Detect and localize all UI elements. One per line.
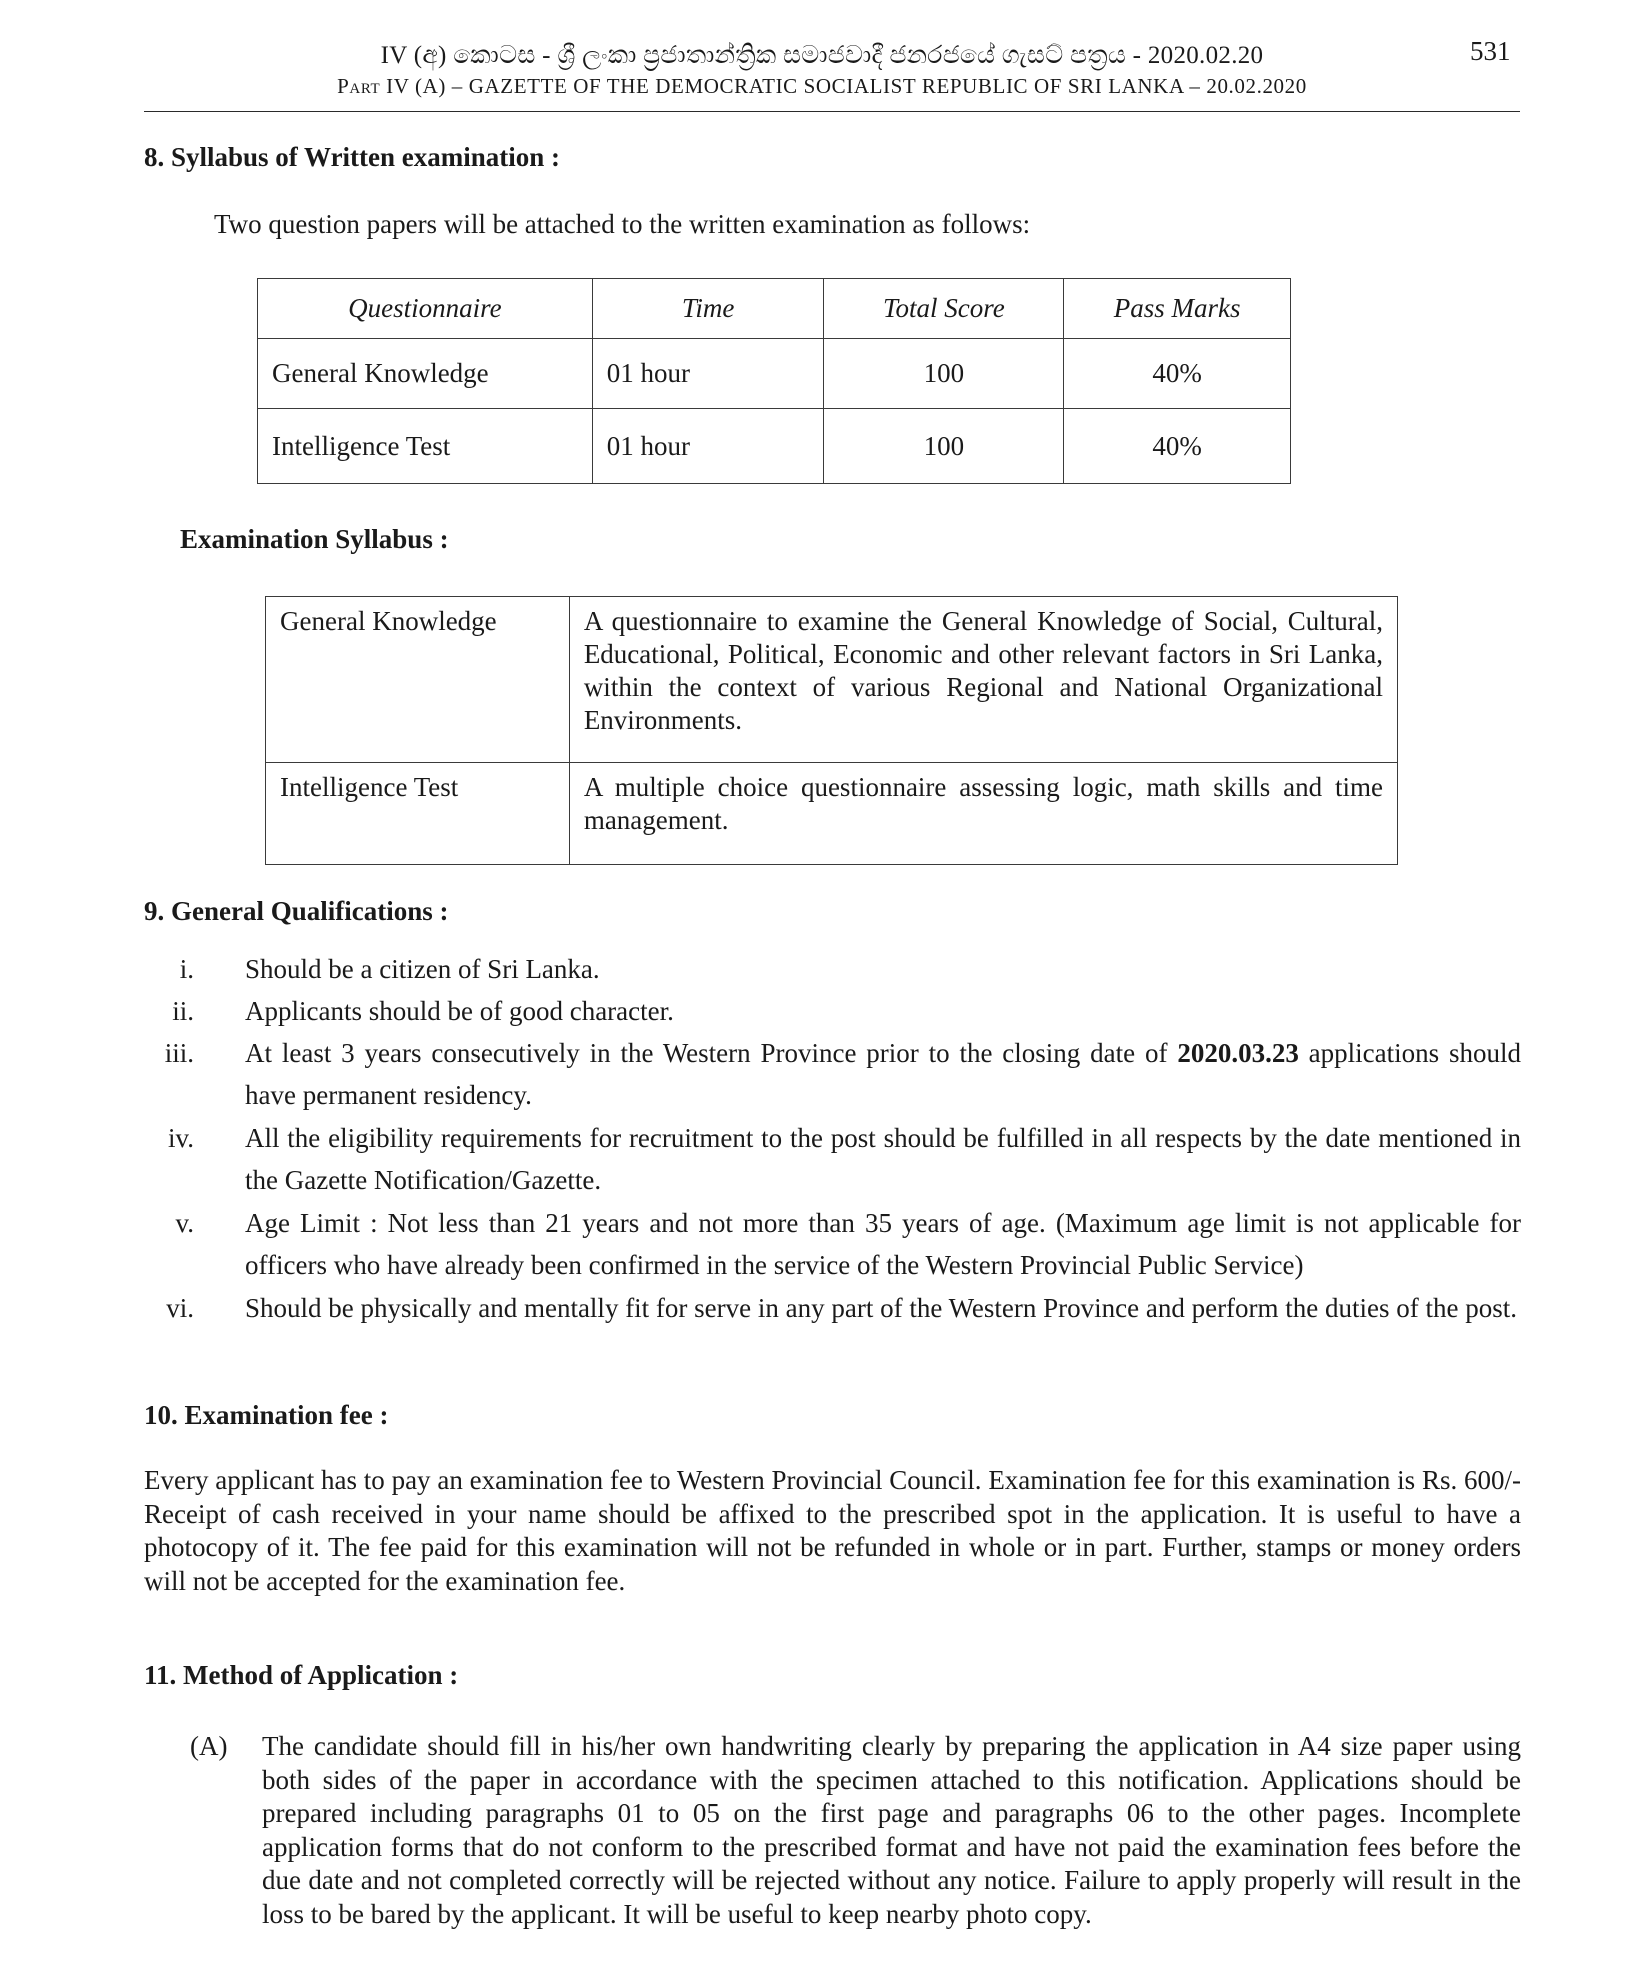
subsection-label: (A) <box>190 1731 228 1761</box>
header-part-prefix: Part <box>337 74 381 98</box>
table-row <box>266 763 1398 865</box>
syllabus-table <box>265 596 1398 865</box>
page-number: 531 <box>1470 36 1511 66</box>
syllabus-description: A questionnaire to examine the General Knowledge of Social, Cultural, Educational, Political, Economic and other relevant factors in Sri Lanka, within the context of various Regional and National Organizational Environments. <box>569 597 1397 763</box>
section-8-intro: Two question papers will be attached to the written examination as follows: <box>214 209 1031 239</box>
cell-questionnaire: General Knowledge <box>258 339 593 409</box>
list-item-number: iii. <box>164 1038 194 1068</box>
list-item-number: i. <box>179 954 194 984</box>
list-item-number: vi. <box>166 1293 194 1323</box>
header-rule <box>144 111 1520 112</box>
list-item: Should be a citizen of Sri Lanka. <box>245 954 600 984</box>
header-english <box>0 74 1644 99</box>
list-item-text: At least 3 years consecutively in the Western Province prior to the closing date of <box>245 1038 1178 1068</box>
list-item: Should be physically and mentally fit for serve in any part of the Western Province and perform the duties of the post. <box>245 1293 1518 1323</box>
syllabus-subject: Intelligence Test <box>266 763 570 865</box>
table-row <box>258 339 1291 409</box>
list-item <box>245 1032 1521 1116</box>
syllabus-subject: General Knowledge <box>266 597 570 763</box>
list-item: Age Limit : Not less than 21 years and not more than 35 years of age. (Maximum age limit is not applicable for officers who have already been confirmed in the service of the Western Provincial Public Service) <box>245 1208 1521 1280</box>
list-item-text: applications should have permanent residency. <box>245 1038 1521 1110</box>
table-row <box>258 409 1291 484</box>
col-header-questionnaire: Questionnaire <box>258 279 593 339</box>
question-papers-table <box>257 278 1291 484</box>
cell-total-score: 100 <box>824 339 1064 409</box>
cell-pass-marks: 40% <box>1064 339 1291 409</box>
section-9-heading: 9. General Qualifications : <box>144 896 449 926</box>
cell-pass-marks: 40% <box>1064 409 1291 484</box>
section-10-body: Every applicant has to pay an examination fee to Western Provincial Council. Examination fee for this examination is Rs. 600/- Receipt of cash received in your name should be affixed to the prescribed spot in the application. It is useful to have a photocopy of it. The fee paid for this examination will not be refunded in whole or in part. Further, stamps or money orders will not be accepted for the examination fee. <box>144 1465 1521 1596</box>
header-english-text: IV (A) – GAZETTE OF THE DEMOCRATIC SOCIALIST REPUBLIC OF SRI LANKA – 20.02.2020 <box>380 74 1307 98</box>
list-item-number: iv. <box>168 1123 194 1153</box>
cell-time: 01 hour <box>592 409 824 484</box>
section-11-a-body: The candidate should fill in his/her own handwriting clearly by preparing the application in A4 size paper using both sides of the paper in accordance with the specimen attached to this notification. Applications should be prepared including paragraphs 01 to 05 on the first page and paragraphs 06 to the other pages. Incomplete application forms that do not conform to the prescribed format and have not paid the examination fees before the due date and not completed correctly will be rejected without any notice. Failure to apply properly will result in the loss to be bared by the applicant. It will be useful to keep nearby photo copy. <box>262 1731 1521 1929</box>
cell-questionnaire: Intelligence Test <box>258 409 593 484</box>
list-item-number: v. <box>175 1208 194 1238</box>
table-row <box>266 597 1398 763</box>
syllabus-heading: Examination Syllabus : <box>180 524 449 554</box>
list-item: All the eligibility requirements for recruitment to the post should be fulfilled in all respects by the date mentioned in the Gazette Notification/Gazette. <box>245 1123 1521 1195</box>
section-11-heading: 11. Method of Application : <box>144 1660 459 1690</box>
list-item-number: ii. <box>172 996 194 1026</box>
cell-time: 01 hour <box>592 339 824 409</box>
closing-date: 2020.03.23 <box>1177 1038 1299 1068</box>
col-header-pass-marks: Pass Marks <box>1064 279 1291 339</box>
syllabus-description: A multiple choice questionnaire assessing logic, math skills and time management. <box>569 763 1397 865</box>
list-item: Applicants should be of good character. <box>245 996 674 1026</box>
section-8-heading: 8. Syllabus of Written examination : <box>144 142 561 172</box>
section-10-heading: 10. Examination fee : <box>144 1400 389 1430</box>
cell-total-score: 100 <box>824 409 1064 484</box>
table-header-row <box>258 279 1291 339</box>
col-header-time: Time <box>592 279 824 339</box>
col-header-total-score: Total Score <box>824 279 1064 339</box>
header-sinhala: IV (අ) කොටස - ශ්‍රී ලංකා ප්‍රජාතාන්ත්‍රික සමාජවාදී ජනරජයේ ගැසට් පත්‍රය - 2020.02.20 <box>380 42 1264 69</box>
